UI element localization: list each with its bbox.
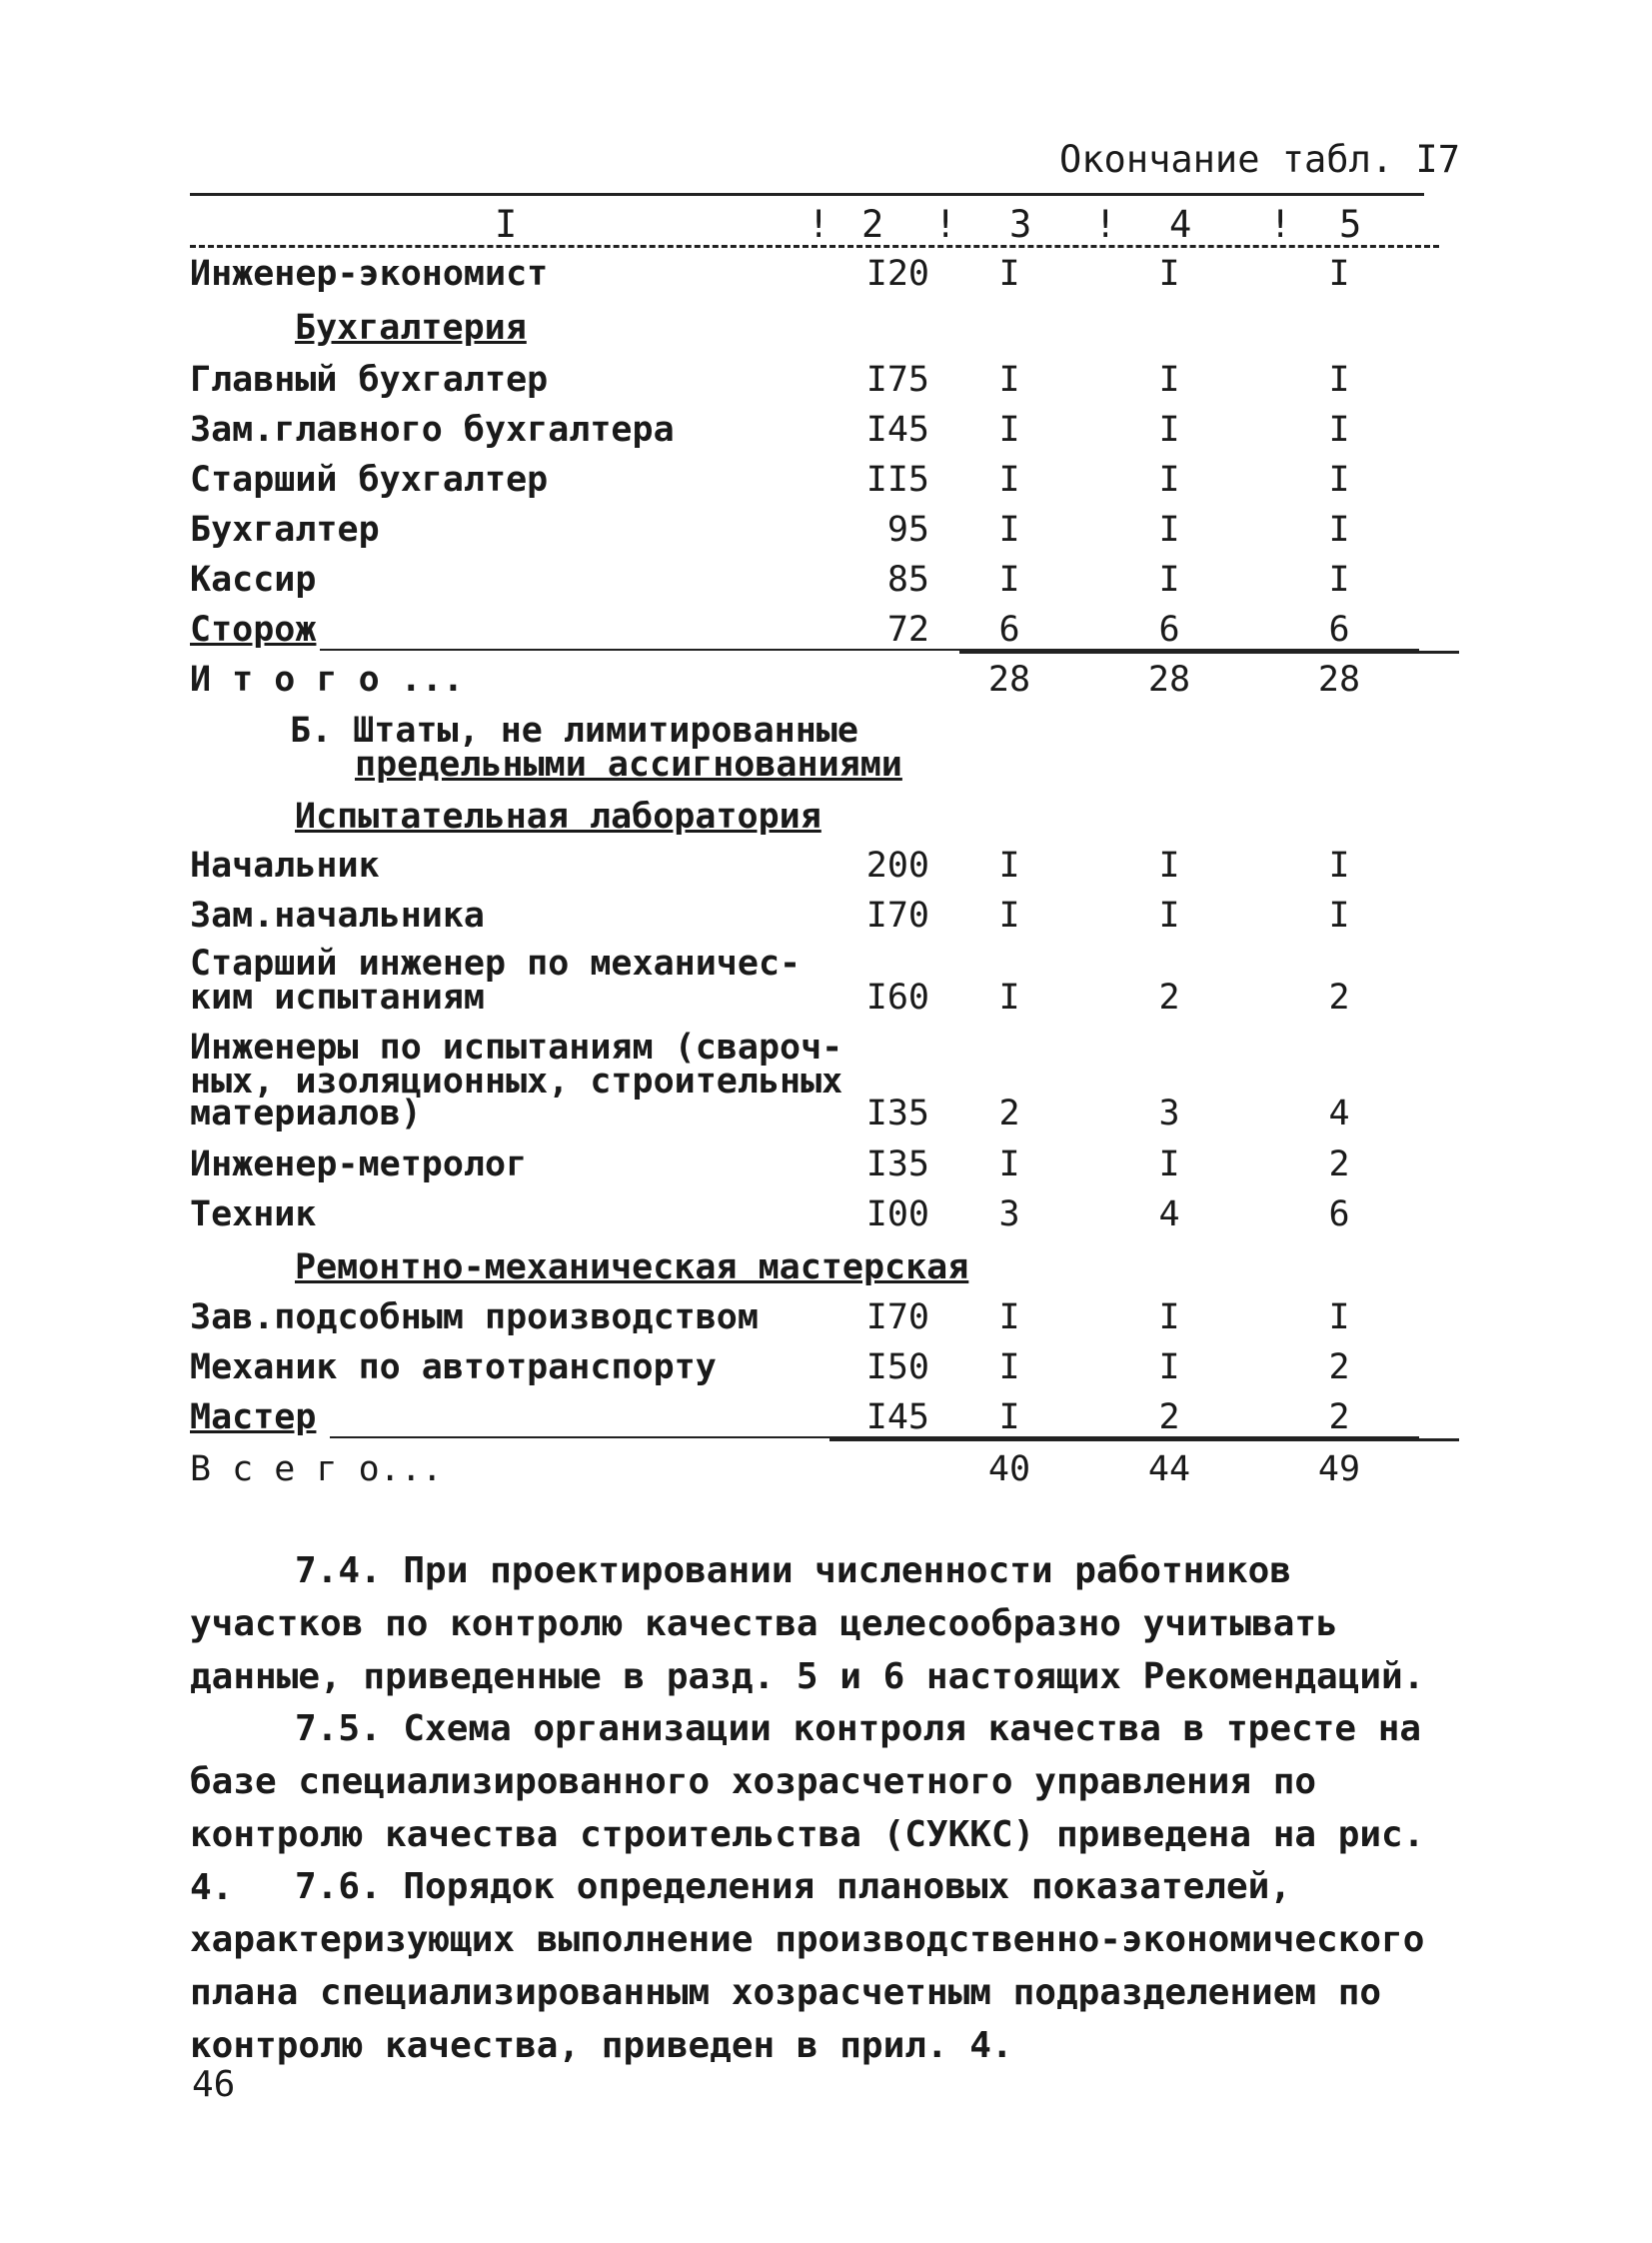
header-sep: ! xyxy=(1269,203,1292,246)
row-c5: I xyxy=(1328,410,1350,450)
header-col-3: 3 xyxy=(1009,203,1032,246)
row-c4: I xyxy=(1158,410,1180,450)
table-caption: Окончание табл. I7 xyxy=(1059,138,1460,181)
row-c5: 6 xyxy=(1328,610,1350,650)
row-name: Зам.главного бухгалтера xyxy=(190,410,675,450)
row-name: Механик по автотранспорту xyxy=(190,1347,717,1387)
row-c5: I xyxy=(1328,1297,1350,1337)
row-name: Техник xyxy=(190,1194,317,1234)
header-col-1: I xyxy=(495,203,518,246)
row-name: Начальник xyxy=(190,846,380,886)
row-c4: I xyxy=(1158,1144,1180,1184)
row-c3: I xyxy=(998,254,1020,294)
paragraph-text: 7.6. Порядок определения плановых показателей, характеризующих выполнение производственно-экономического плана специализированным хозрасчетным подразделением по контролю качества, приведен в прил. 4. xyxy=(190,1866,1425,2066)
grand-total-label: В с е г о... xyxy=(190,1449,443,1489)
row-c3: I xyxy=(998,1347,1020,1387)
row-c2: I20 xyxy=(865,254,929,294)
row-c5: 2 xyxy=(1328,1144,1350,1184)
row-c3: 2 xyxy=(998,1094,1020,1133)
section-heading-workshop: Ремонтно-механическая мастерская xyxy=(295,1247,969,1287)
row-c2: I35 xyxy=(865,1094,929,1133)
row-c5: I xyxy=(1328,360,1350,400)
sum-rule xyxy=(829,1438,1459,1441)
row-c3: I xyxy=(998,460,1020,500)
row-c3: I xyxy=(998,846,1020,886)
section-heading-b-sub: предельными ассигнованиями xyxy=(355,745,902,785)
row-c3: I xyxy=(998,1144,1020,1184)
row-c3: I xyxy=(998,360,1020,400)
row-c5: 4 xyxy=(1328,1094,1350,1133)
paragraph-text: 7.5. Схема организации контроля качества в тресте на базе специализированного хозрасчетного управления по контролю качества строительства (СУККС) приведена на рис. 4. xyxy=(190,1708,1425,1908)
row-c2: II5 xyxy=(865,460,929,500)
sum-rule xyxy=(959,651,1459,654)
header-dashed-rule xyxy=(190,245,1439,248)
row-c2: I45 xyxy=(865,410,929,450)
row-c3: I xyxy=(998,896,1020,936)
total-c5: 28 xyxy=(1317,660,1361,700)
row-c5: 6 xyxy=(1328,1194,1350,1234)
row-c2: I60 xyxy=(865,978,929,1018)
row-c3: I xyxy=(998,1397,1020,1437)
total-label: И т о г о ... xyxy=(190,660,464,700)
row-name: Старший бухгалтер xyxy=(190,460,549,500)
row-name-line2: ных, изоляционных, строительных xyxy=(190,1062,843,1102)
row-name: Бухгалтер xyxy=(190,510,380,550)
row-c5: I xyxy=(1328,460,1350,500)
row-name-line1: Инженеры по испытаниям (свароч- xyxy=(190,1028,843,1068)
row-c2: I70 xyxy=(865,1297,929,1337)
row-name: Сторож xyxy=(190,610,317,650)
table-top-rule xyxy=(190,193,1424,196)
row-name: Главный бухгалтер xyxy=(190,360,549,400)
row-c4: I xyxy=(1158,254,1180,294)
row-c2: I70 xyxy=(865,896,929,936)
row-c5: I xyxy=(1328,846,1350,886)
row-c4: I xyxy=(1158,510,1180,550)
row-name-line1: Старший инженер по механичес- xyxy=(190,944,802,984)
paragraph-text: 7.4. При проектировании численности работников участков по контролю качества целесообразно учитывать данные, приведенные в разд. 5 и 6 настоящих Рекомендаций. xyxy=(190,1550,1425,1697)
row-name: Зав.подсобным производством xyxy=(190,1297,759,1337)
row-c3: I xyxy=(998,978,1020,1018)
section-heading-accounting: Бухгалтерия xyxy=(295,308,527,348)
section-heading-lab: Испытательная лаборатория xyxy=(295,797,822,837)
row-c5: I xyxy=(1328,510,1350,550)
row-c5: 2 xyxy=(1328,1347,1350,1387)
row-c4: I xyxy=(1158,896,1180,936)
row-c4: I xyxy=(1158,560,1180,600)
total-c3: 28 xyxy=(987,660,1031,700)
row-c2: I45 xyxy=(865,1397,929,1437)
row-c2: I75 xyxy=(865,360,929,400)
table-header xyxy=(190,203,1429,249)
row-c2: 85 xyxy=(886,560,929,600)
row-c5: 2 xyxy=(1328,978,1350,1018)
row-c2: 95 xyxy=(886,510,929,550)
row-c2: 200 xyxy=(865,846,929,886)
row-c3: 3 xyxy=(998,1194,1020,1234)
row-c3: I xyxy=(998,510,1020,550)
row-c5: 2 xyxy=(1328,1397,1350,1437)
header-sep: ! xyxy=(808,203,830,246)
total-c5: 49 xyxy=(1317,1449,1361,1489)
section-heading-b: Б. Штаты, не лимитированные xyxy=(290,711,858,751)
total-c4: 44 xyxy=(1147,1449,1191,1489)
row-c2: I35 xyxy=(865,1144,929,1184)
paragraph-7-4 xyxy=(190,1544,1464,1703)
row-c4: I xyxy=(1158,460,1180,500)
row-c3: 6 xyxy=(998,610,1020,650)
row-c4: 2 xyxy=(1158,1397,1180,1437)
row-c2: I00 xyxy=(865,1194,929,1234)
row-c4: 3 xyxy=(1158,1094,1180,1133)
header-col-5: 5 xyxy=(1339,203,1362,246)
paragraph-7-6 xyxy=(190,1860,1464,2072)
header-col-4: 4 xyxy=(1169,203,1192,246)
row-c4: I xyxy=(1158,846,1180,886)
row-c3: I xyxy=(998,1297,1020,1337)
header-sep: ! xyxy=(1094,203,1117,246)
header-sep: ! xyxy=(934,203,957,246)
row-c4: I xyxy=(1158,360,1180,400)
row-name-line2: ким испытаниям xyxy=(190,978,486,1018)
total-c4: 28 xyxy=(1147,660,1191,700)
row-c3: I xyxy=(998,410,1020,450)
row-c4: 2 xyxy=(1158,978,1180,1018)
row-name: Зам.начальника xyxy=(190,896,486,936)
row-name: Инженер-метролог xyxy=(190,1144,528,1184)
row-name: Мастер xyxy=(190,1397,317,1437)
header-col-2: 2 xyxy=(861,203,884,246)
row-name-line3: материалов) xyxy=(190,1094,422,1133)
row-c4: 6 xyxy=(1158,610,1180,650)
row-c4: I xyxy=(1158,1297,1180,1337)
row-c5: I xyxy=(1328,560,1350,600)
row-c4: I xyxy=(1158,1347,1180,1387)
row-c5: I xyxy=(1328,254,1350,294)
row-name: Кассир xyxy=(190,560,317,600)
row-c3: I xyxy=(998,560,1020,600)
row-c5: I xyxy=(1328,896,1350,936)
row-c2: I50 xyxy=(865,1347,929,1387)
row-name: Инженер-экономист xyxy=(190,254,549,294)
total-c3: 40 xyxy=(987,1449,1031,1489)
row-c2: 72 xyxy=(886,610,929,650)
page-number: 46 xyxy=(192,2064,236,2105)
row-c4: 4 xyxy=(1158,1194,1180,1234)
